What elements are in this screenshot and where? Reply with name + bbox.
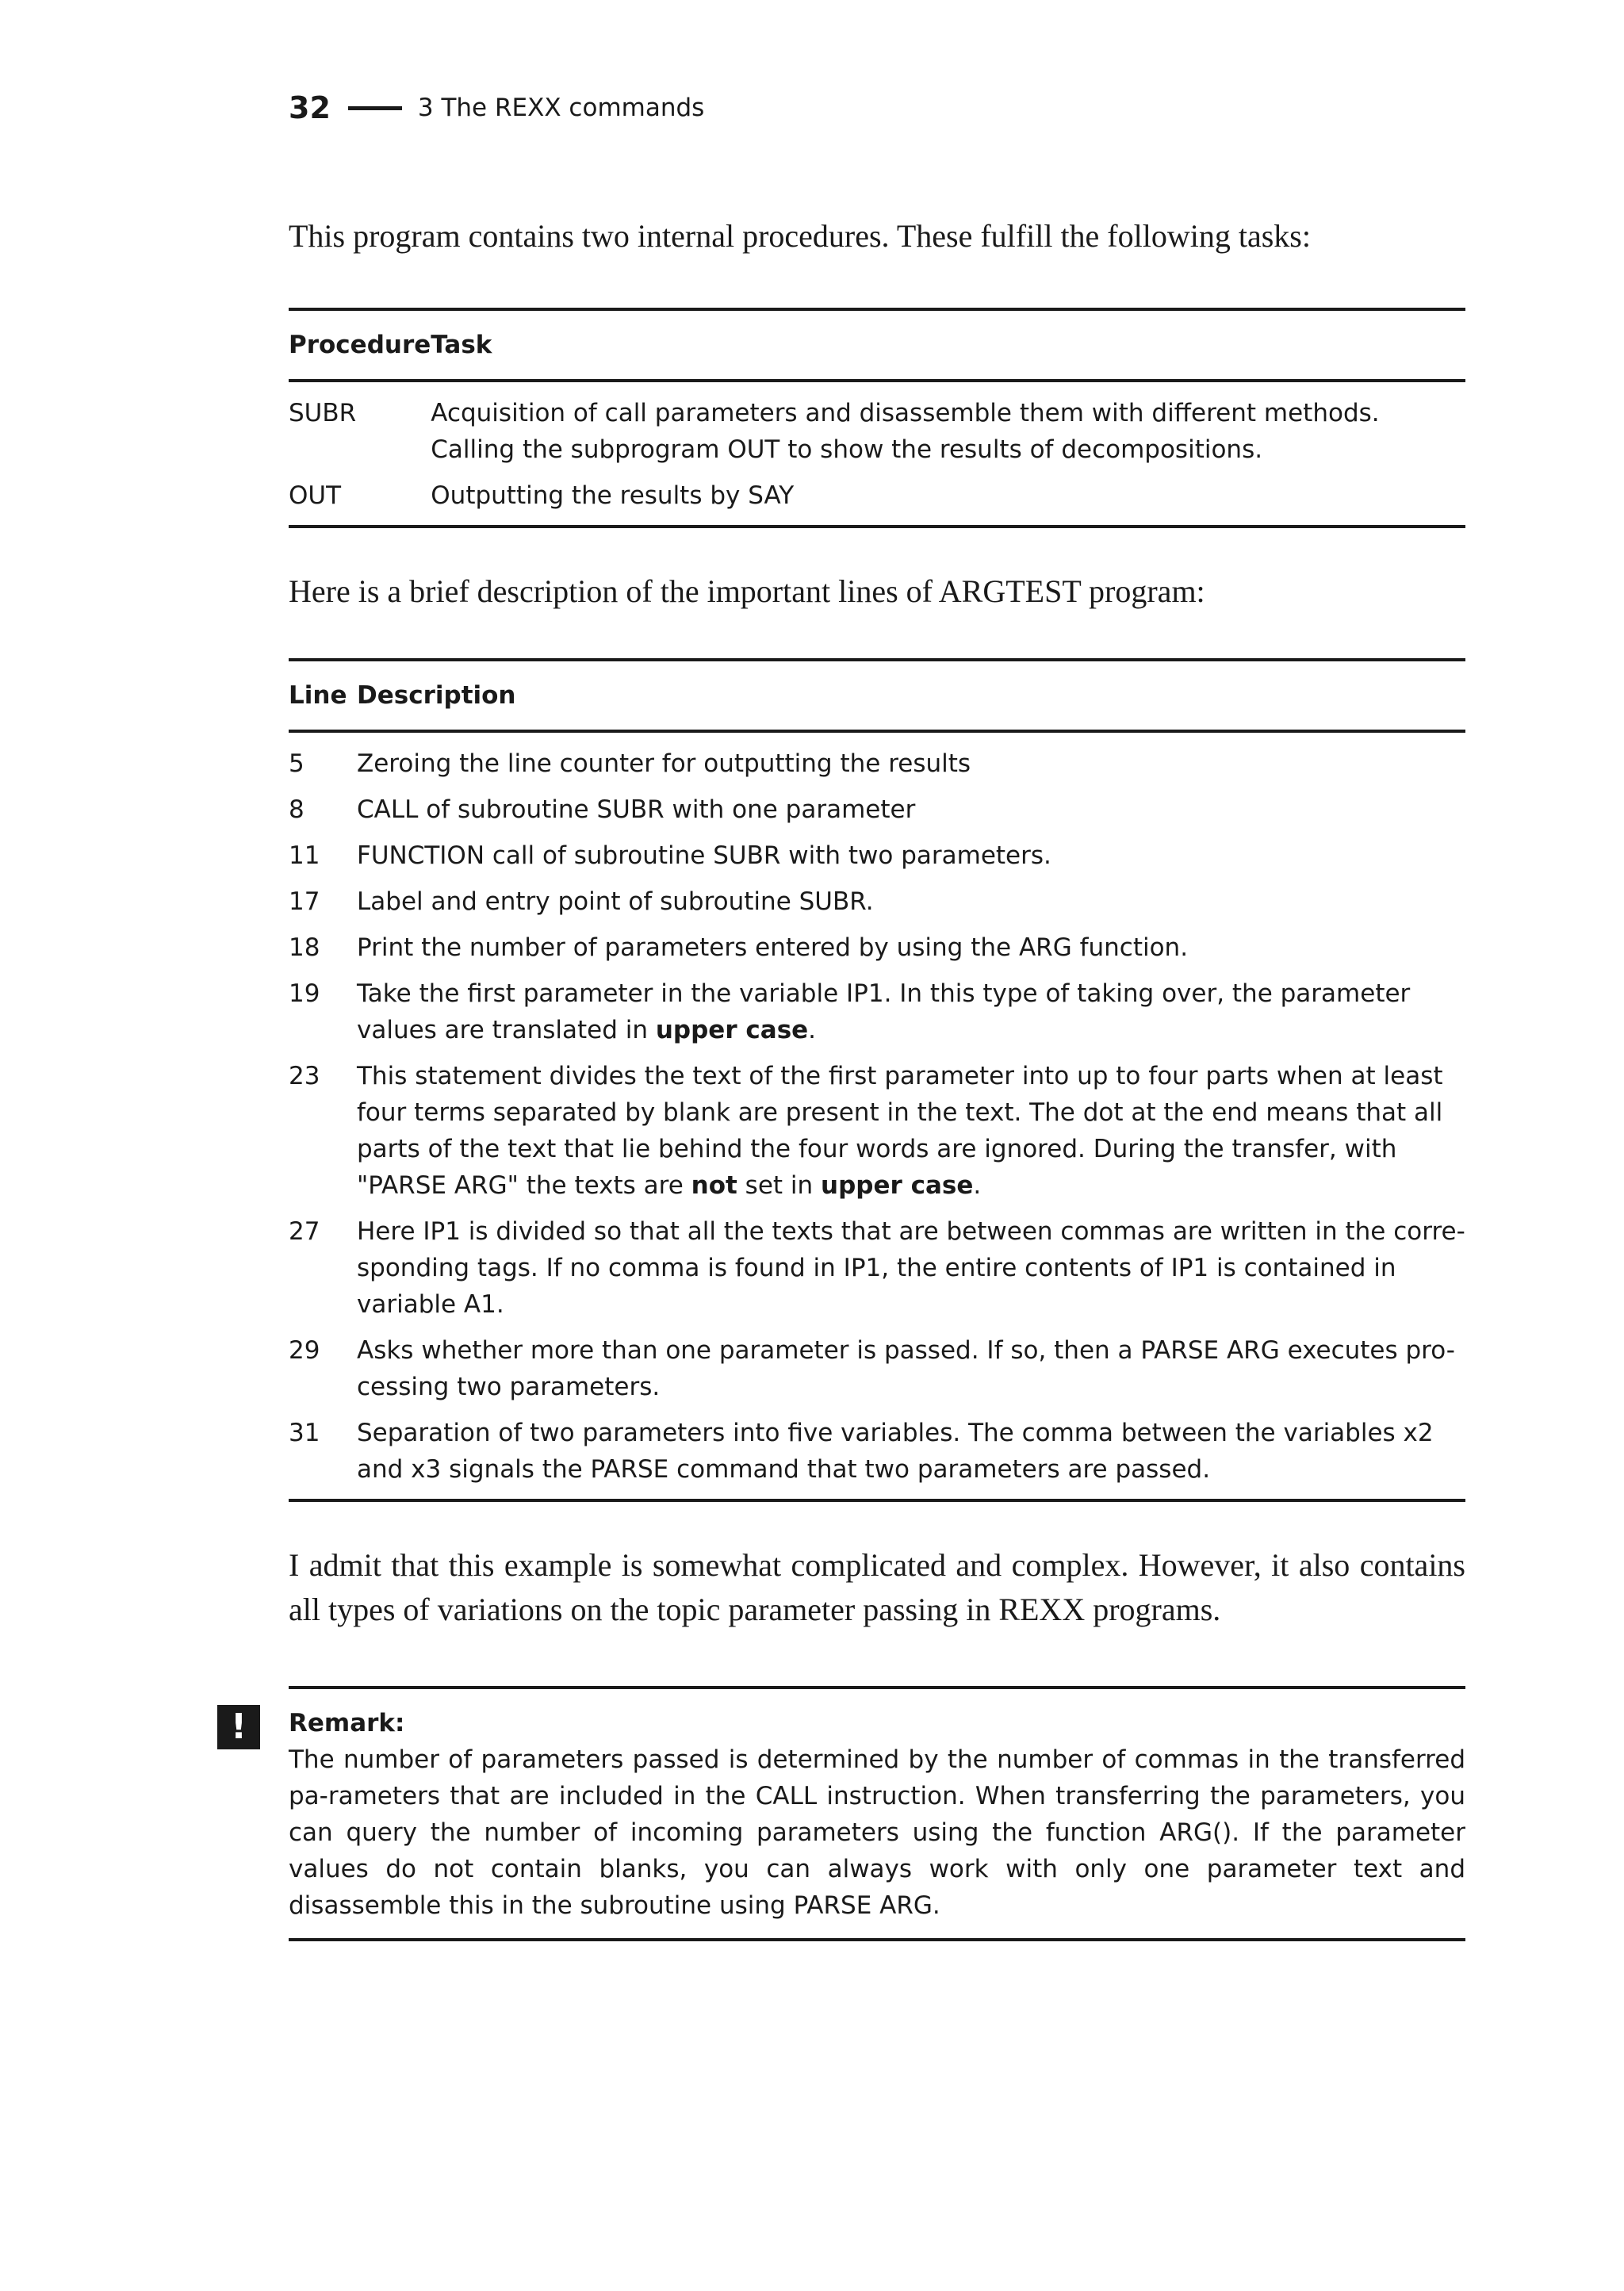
table-row [289, 1058, 1465, 1213]
table-row [289, 381, 1465, 477]
line-number: 18 [289, 933, 320, 962]
closing-paragraph: I admit that this example is somewhat complicated and complex. However, it also contains all types of variations on the topic parameter passing in REXX programs. [289, 1547, 1465, 1627]
lines-table-header [289, 661, 1465, 731]
procedures-table [289, 308, 1465, 528]
table-row [289, 1213, 1465, 1332]
procedure-name: OUT [289, 481, 342, 510]
header-task: Task [431, 311, 1465, 381]
remark-title: Remark: [289, 1709, 405, 1737]
line-description: Here IP1 is divided so that all the texts that are between commas are written in the corre-sponding tags. If no comma is found in IP1, the entire contents of IP1 is contained in variable A1. [357, 1217, 1465, 1319]
description-bold-text: upper case [821, 1171, 974, 1200]
line-number: 29 [289, 1336, 320, 1365]
line-description: Asks whether more than one parameter is passed. If so, then a PARSE ARG executes pro-cessing two parameters. [357, 1336, 1455, 1401]
description-text: This statement divides the text of the first parameter into up to four parts when at least four terms separated by blank are present in the text. The dot at the end means that all parts of the text that lie behind the four words are ignored. During the transfer, with "PARSE ARG" the texts are [357, 1062, 1443, 1200]
table-row [289, 1332, 1465, 1415]
header-line: Line [289, 661, 357, 731]
remark-text: The number of parameters passed is determined by the number of commas in the transferred pa-rameters that are included in the CALL instruction. When transferring the parameters, you can query the number of incoming parameters using the function ARG(). If the parameter values do not contain blanks, you can always work with only one parameter text and disassemble this in the subroutine using PARSE ARG. [289, 1745, 1465, 1920]
intro-paragraph-lines: Here is a brief description of the important lines of ARGTEST program: [289, 573, 1205, 609]
exclamation-icon: ! [217, 1705, 260, 1749]
description-text: Take the first parameter in the variable IP1. In this type of taking over, the parameter values are translated in [357, 979, 1411, 1044]
description-text: . [808, 1016, 817, 1044]
table-row [289, 975, 1465, 1058]
page [230, 86, 1465, 1941]
table-row [289, 837, 1465, 883]
line-number: 17 [289, 887, 320, 916]
remark-box [230, 1686, 1465, 1941]
page-number: 32 [289, 90, 331, 125]
line-description: Print the number of parameters entered by using the ARG function. [357, 933, 1189, 962]
line-number: 11 [289, 841, 320, 870]
line-number: 5 [289, 749, 304, 778]
line-description: FUNCTION call of subroutine SUBR with two parameters. [357, 841, 1051, 870]
description-text: set in [737, 1171, 822, 1200]
procedure-task: Acquisition of call parameters and disassemble them with different methods. Calling the subprogram OUT to show the results of decompositions. [431, 399, 1380, 464]
chapter-title: 3 The REXX commands [417, 94, 705, 122]
line-description [357, 975, 1465, 1058]
description-bold-text: upper case [655, 1016, 809, 1044]
description-text: . [973, 1171, 982, 1200]
table-row [289, 1415, 1465, 1499]
line-number: 19 [289, 979, 320, 1008]
header-procedure: Procedure [289, 311, 431, 381]
procedures-table-header [289, 311, 1465, 381]
procedure-name: SUBR [289, 399, 357, 427]
table-row [289, 477, 1465, 525]
intro-paragraph-procedures: This program contains two internal procedures. These fulfill the following tasks: [289, 218, 1311, 254]
table-row [289, 929, 1465, 975]
line-description: Zeroing the line counter for outputting the results [357, 749, 971, 778]
lines-table [289, 658, 1465, 1502]
line-description: Label and entry point of subroutine SUBR. [357, 887, 874, 916]
line-number: 23 [289, 1062, 320, 1090]
line-number: 8 [289, 795, 304, 824]
header-description: Description [357, 661, 1465, 731]
table-row [289, 731, 1465, 791]
line-number: 27 [289, 1217, 320, 1246]
line-description: CALL of subroutine SUBR with one parameter [357, 795, 916, 824]
table-row [289, 791, 1465, 837]
running-head [289, 86, 1465, 130]
description-bold-text: not [691, 1171, 737, 1200]
line-number: 31 [289, 1419, 320, 1447]
header-rule [348, 106, 402, 110]
line-description [357, 1058, 1465, 1213]
table-row [289, 883, 1465, 929]
procedure-task: Outputting the results by SAY [431, 481, 795, 510]
line-description: Separation of two parameters into five variables. The comma between the variables x2 and x3 signals the PARSE command that two parameters are passed. [357, 1419, 1434, 1484]
